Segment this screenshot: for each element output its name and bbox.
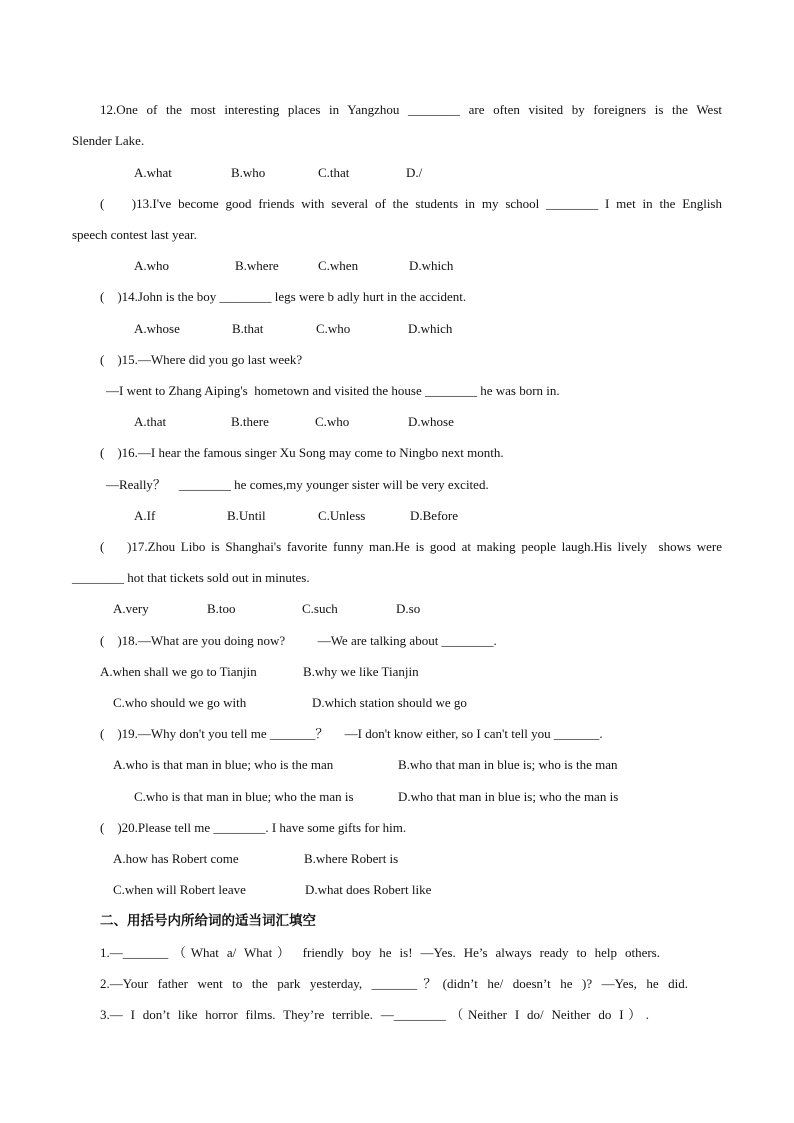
q19-option-d: D.who that man in blue is; who the man is bbox=[398, 789, 619, 804]
q14-option-a: A.whose bbox=[134, 321, 180, 336]
q16-option-c: C.Unless bbox=[318, 508, 366, 523]
q16-option-d: D.Before bbox=[410, 508, 459, 523]
q15-option-d: D.whose bbox=[408, 414, 454, 429]
q12-option-b: B.who bbox=[231, 165, 266, 180]
q18-option-d: D.which station should we go bbox=[312, 695, 467, 710]
q17-option-c: C.such bbox=[302, 601, 338, 616]
q14-option-b: B.that bbox=[232, 321, 264, 336]
fill-item-1: 1.—_______（What a/ What） friendly boy he is! —Yes. He’s always ready to help others. bbox=[100, 945, 660, 960]
q19-option-b: B.who that man in blue is; who is the man bbox=[398, 757, 618, 772]
q14-line1: ( )14.John is the boy ________ legs were b adly hurt in the accident. bbox=[100, 289, 467, 304]
q13-line2: speech contest last year. bbox=[72, 227, 197, 242]
q13-option-a: A.who bbox=[134, 258, 170, 273]
q17-option-d: D.so bbox=[396, 601, 421, 616]
q12-line2: Slender Lake. bbox=[72, 133, 145, 148]
q13-line1: ( )13.I've become good friends with several of the students in my school ________ I met in the English bbox=[100, 196, 722, 211]
q15-option-a: A.that bbox=[134, 414, 167, 429]
q19-option-a: A.who is that man in blue; who is the man bbox=[113, 757, 334, 772]
q20-option-d: D.what does Robert like bbox=[305, 882, 432, 897]
q15-line1: ( )15.—Where did you go last week? bbox=[100, 352, 303, 367]
q20-option-a: A.how has Robert come bbox=[113, 851, 239, 866]
q16-option-b: B.Until bbox=[227, 508, 266, 523]
q20-option-c: C.when will Robert leave bbox=[113, 882, 246, 897]
q19-option-c: C.who is that man in blue; who the man is bbox=[134, 789, 354, 804]
q14-option-c: C.who bbox=[316, 321, 351, 336]
q18-option-c: C.who should we go with bbox=[113, 695, 247, 710]
q12-option-d: D./ bbox=[406, 165, 423, 180]
q16-line2: —Really？ ________ he comes,my younger sister will be very excited. bbox=[106, 477, 489, 492]
q19-line1: ( )19.—Why don't you tell me _______？ —I don't know either, so I can't tell you _______. bbox=[100, 726, 603, 741]
q14-option-d: D.which bbox=[408, 321, 453, 336]
q20-option-b: B.where Robert is bbox=[304, 851, 399, 866]
q13-option-c: C.when bbox=[318, 258, 359, 273]
q17-line1: ( )17.Zhou Libo is Shanghai's favorite funny man.He is good at making people laugh.His lively shows were bbox=[100, 539, 722, 554]
q15-option-b: B.there bbox=[231, 414, 269, 429]
q13-option-b: B.where bbox=[235, 258, 279, 273]
q17-line2: ________ hot that tickets sold out in minutes. bbox=[72, 570, 310, 585]
q18-line1: ( )18.—What are you doing now? —We are talking about ________. bbox=[100, 633, 497, 648]
q18-option-a: A.when shall we go to Tianjin bbox=[100, 664, 257, 679]
q13-option-d: D.which bbox=[409, 258, 454, 273]
section-title: 二、用括号内所给词的适当词汇填空 bbox=[100, 913, 316, 929]
fill-item-3: 3.— I don’t like horror films. They’re terrible. —________（Neither I do/ Neither do I）. bbox=[100, 1007, 649, 1022]
q18-option-b: B.why we like Tianjin bbox=[303, 664, 419, 679]
q15-line2: —I went to Zhang Aiping's hometown and visited the house ________ he was born in. bbox=[106, 383, 560, 398]
q12-option-c: C.that bbox=[318, 165, 350, 180]
q17-option-b: B.too bbox=[207, 601, 236, 616]
q12-option-a: A.what bbox=[134, 165, 172, 180]
q17-option-a: A.very bbox=[113, 601, 149, 616]
q16-line1: ( )16.—I hear the famous singer Xu Song may come to Ningbo next month. bbox=[100, 445, 504, 460]
q12-line1: 12.One of the most interesting places in Yangzhou ________ are often visited by foreigners is the West bbox=[100, 102, 722, 117]
fill-item-2: 2.—Your father went to the park yesterday, _______？(didn’t he/ doesn’t he )? —Yes, he did. bbox=[100, 976, 688, 991]
q16-option-a: A.If bbox=[134, 508, 156, 523]
q15-option-c: C.who bbox=[315, 414, 350, 429]
q20-line1: ( )20.Please tell me ________. I have some gifts for him. bbox=[100, 820, 407, 835]
